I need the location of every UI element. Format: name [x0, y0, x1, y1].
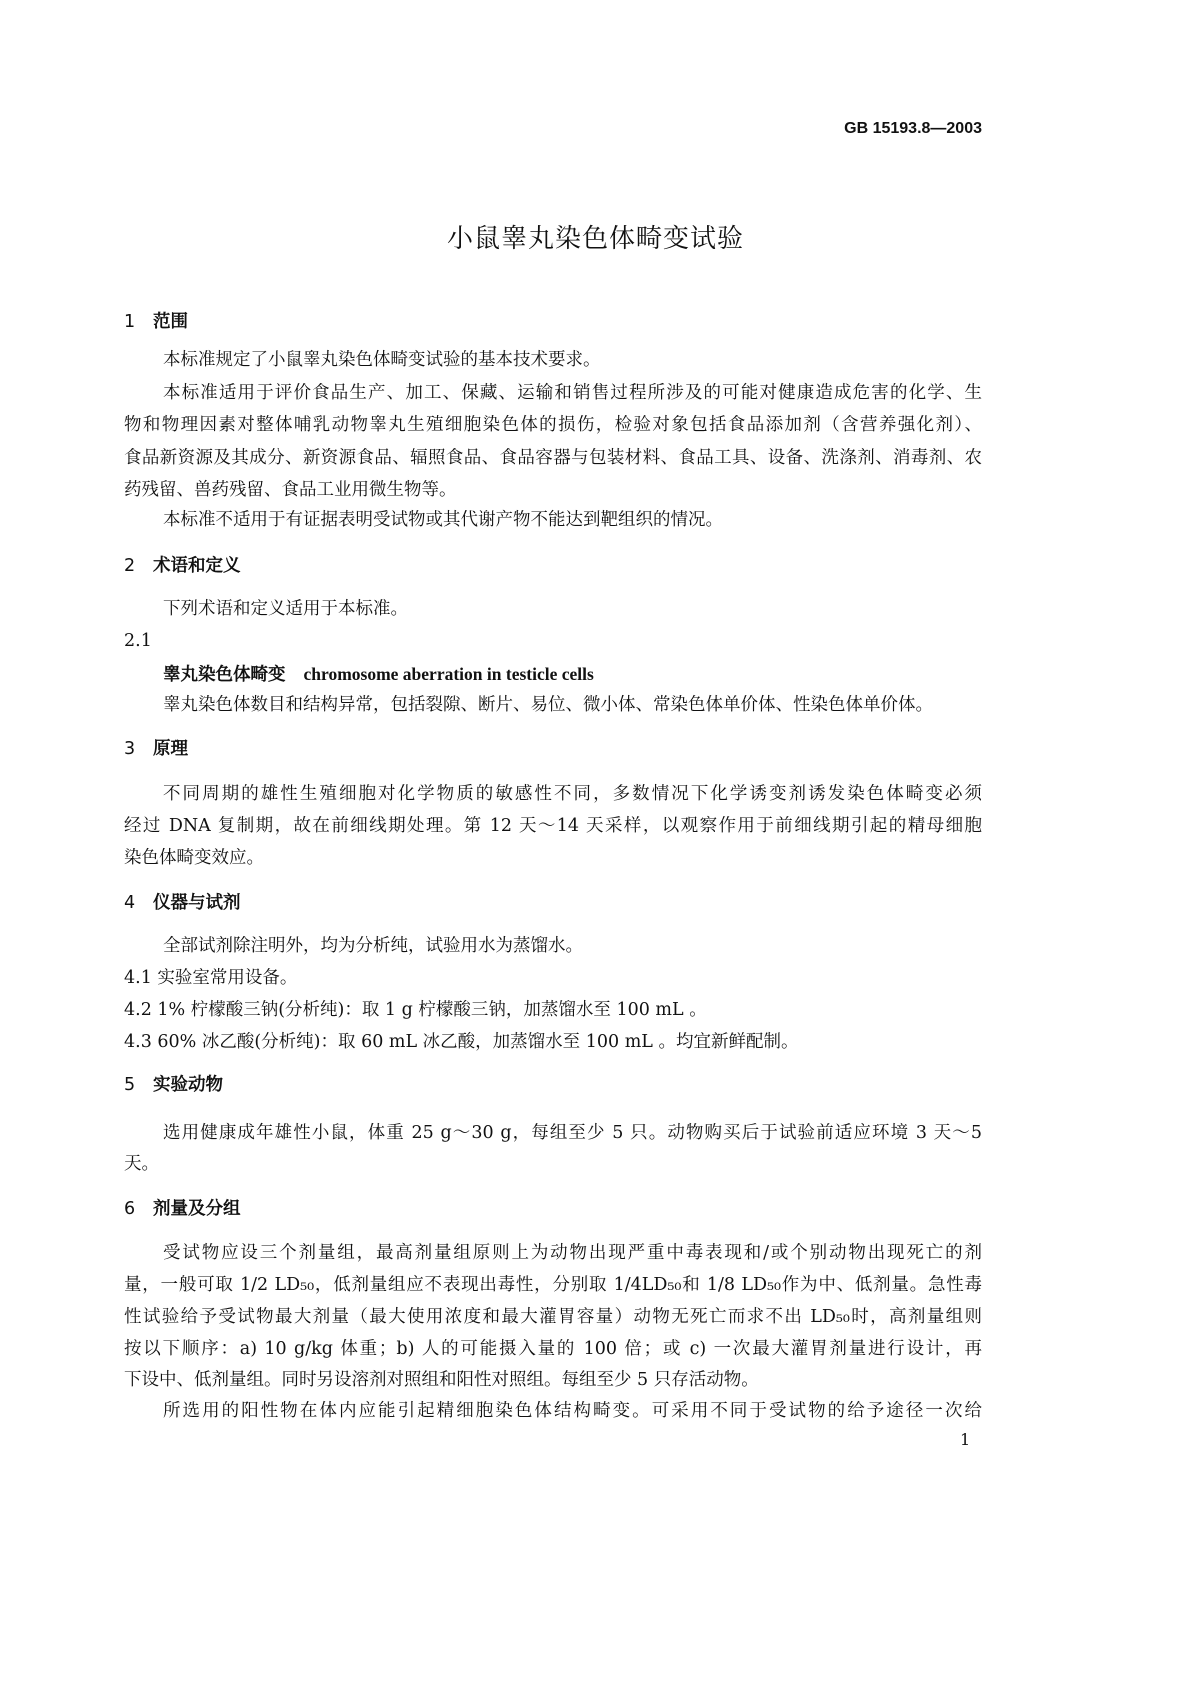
section-number: 1 [124, 312, 136, 332]
text-line: 所选用的阳性物在体内应能引起精细胞染色体结构畸变。可采用不同于受试物的给予途径一次给 [163, 1401, 982, 1421]
term-zh: 睾丸染色体畸变 [163, 665, 286, 685]
section-heading [124, 555, 982, 577]
section-heading [124, 738, 982, 760]
section-title: 范围 [153, 312, 188, 332]
term-en: chromosome aberration in testicle cells [303, 664, 594, 684]
section-heading [124, 1074, 982, 1096]
section-title: 仪器与试剂 [153, 893, 241, 913]
section-heading [124, 311, 982, 333]
text-line: 本标准不适用于有证据表明受试物或其代谢产物不能达到靶组织的情况。 [163, 510, 723, 530]
text-line: 不同周期的雄性生殖细胞对化学物质的敏感性不同，多数情况下化学诱变剂诱发染色体畸变必须 [163, 784, 982, 804]
page-number: 1 [960, 1430, 971, 1449]
text-line: 物和物理因素对整体哺乳动物睾丸生殖细胞染色体的损伤，检验对象包括食品添加剂（含营养强化剂）、 [124, 415, 982, 435]
text-line: 染色体畸变效应。 [124, 848, 264, 868]
section-number: 4 [124, 893, 136, 913]
section-title: 实验动物 [153, 1075, 223, 1095]
text-line: 性试验给予受试物最大剂量（最大使用浓度和最大灌胃容量）动物无死亡而求不出 LD₅₀时，高剂量组则 [124, 1307, 982, 1327]
text-line: 受试物应设三个剂量组，最高剂量组原则上为动物出现严重中毒表现和/或个别动物出现死亡的剂 [163, 1243, 982, 1263]
text-line: 食品新资源及其成分、新资源食品、辐照食品、食品容器与包装材料、食品工具、设备、洗涤剂、消毒剂、农 [124, 448, 982, 468]
section-heading [124, 1198, 982, 1220]
text-line: 睾丸染色体数目和结构异常，包括裂隙、断片、易位、微小体、常染色体单价体、性染色体单价体。 [163, 695, 933, 715]
text-line: 药残留、兽药残留、食品工业用微生物等。 [124, 480, 457, 500]
section-title: 术语和定义 [153, 556, 241, 576]
text-line: 下列术语和定义适用于本标准。 [163, 599, 408, 619]
section-title: 剂量及分组 [153, 1199, 241, 1219]
text-line: 4.1 实验室常用设备。 [124, 968, 298, 988]
text-line: 下设中、低剂量组。同时另设溶剂对照组和阳性对照组。每组至少 5 只存活动物。 [124, 1370, 759, 1390]
section-title: 原理 [153, 739, 188, 759]
text-line: 按以下顺序：a) 10 g/kg 体重；b) 人的可能摄入量的 100 倍；或 c) 一次最大灌胃剂量进行设计，再 [124, 1339, 982, 1359]
section-number: 3 [124, 739, 136, 759]
text-line: 经过 DNA 复制期，故在前细线期处理。第 12 天～14 天采样，以观察作用于前细线期引起的精母细胞 [124, 816, 982, 836]
text-line: 量，一般可取 1/2 LD₅₀，低剂量组应不表现出毒性，分别取 1/4LD₅₀和 1/8 LD₅₀作为中、低剂量。急性毒 [124, 1275, 982, 1295]
section-number: 2 [124, 556, 136, 576]
section-heading [124, 892, 982, 914]
standard-number: GB 15193.8—2003 [844, 120, 982, 137]
section-number: 5 [124, 1075, 136, 1095]
text-line: 本标准规定了小鼠睾丸染色体畸变试验的基本技术要求。 [163, 350, 601, 370]
page-title: 小鼠睾丸染色体畸变试验 [446, 224, 744, 254]
term-entry [163, 663, 982, 686]
text-line: 选用健康成年雄性小鼠，体重 25 g～30 g，每组至少 5 只。动物购买后于试验前适应环境 3 天～5 [163, 1123, 982, 1143]
text-line: 2.1 [124, 631, 152, 651]
text-line: 全部试剂除注明外，均为分析纯，试验用水为蒸馏水。 [163, 936, 583, 956]
text-line: 4.2 1% 柠檬酸三钠(分析纯)：取 1 g 柠檬酸三钠，加蒸馏水至 100 mL 。 [124, 1000, 707, 1020]
section-number: 6 [124, 1199, 136, 1219]
text-line: 天。 [124, 1154, 159, 1174]
text-line: 本标准适用于评价食品生产、加工、保藏、运输和销售过程所涉及的可能对健康造成危害的化学、生 [163, 383, 982, 403]
text-line: 4.3 60% 冰乙酸(分析纯)：取 60 mL 冰乙酸，加蒸馏水至 100 mL 。均宜新鲜配制。 [124, 1032, 799, 1052]
